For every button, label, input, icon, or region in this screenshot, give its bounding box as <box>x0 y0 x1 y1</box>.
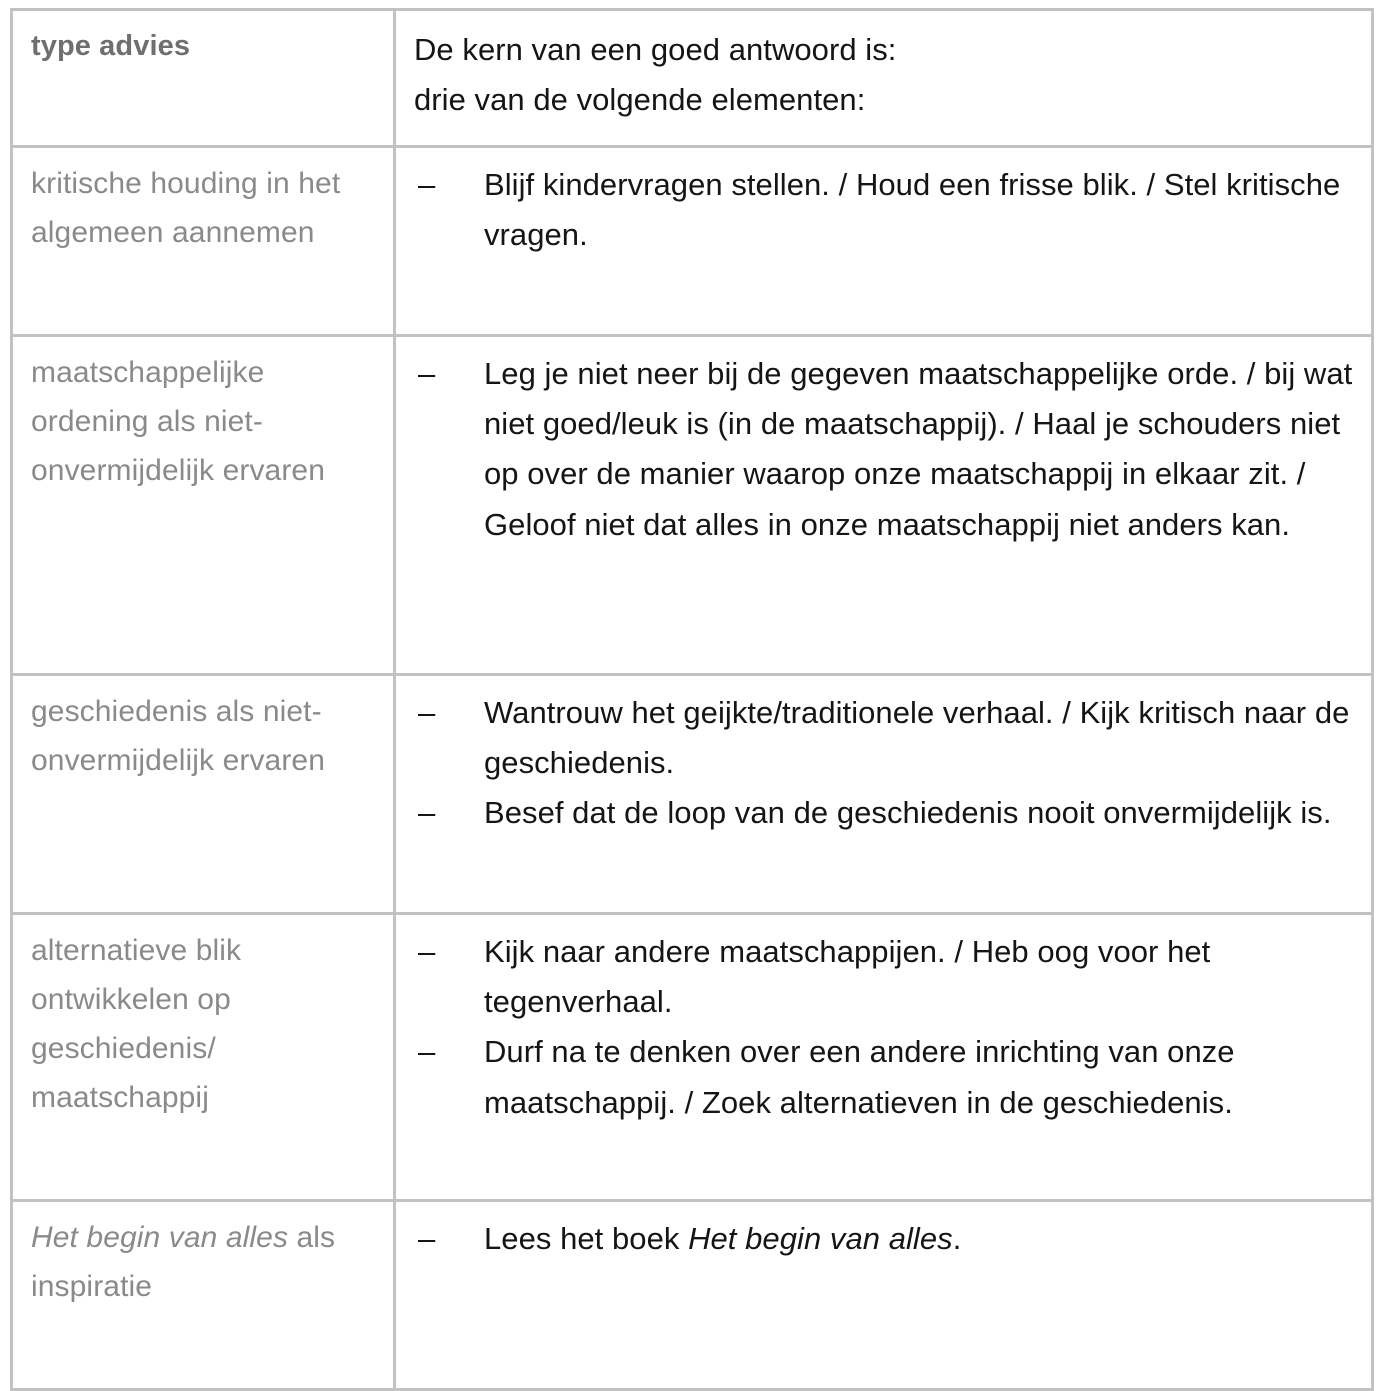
bullet-text: Blijf kindervragen stellen. / Houd een frisse blik. / Stel kritische vragen. <box>484 167 1341 253</box>
bullet-text: Wantrouw het geijkte/traditionele verhaal. / Kijk kritisch naar de geschiedenis. <box>484 695 1350 781</box>
list-item <box>412 788 1355 838</box>
bullet-dash-icon: – <box>418 695 436 730</box>
bullet-dash-icon: – <box>418 1034 436 1070</box>
row-type-cell <box>12 147 395 336</box>
bullet-list <box>412 349 1355 550</box>
bullet-list <box>412 1214 1355 1264</box>
row-type-cell <box>12 914 395 1201</box>
row-type-label: alternatieve blik ontwikkelen op geschiedenis/ maatschappij <box>31 934 242 1114</box>
bullet-dash-icon: – <box>418 167 436 202</box>
row-answer-cell <box>395 336 1373 675</box>
header-cell-type <box>12 10 395 147</box>
header-answer-line-2: drie van de volgende elementen: <box>414 82 866 118</box>
row-type-label: kritische houding in het algemeen aannemen <box>31 167 341 249</box>
row-answer-cell <box>395 1201 1373 1390</box>
bullet-text: Kijk naar andere maatschappijen. / Heb oog voor het tegenverhaal. <box>484 934 1211 1020</box>
row-answer-cell <box>395 147 1373 336</box>
table-row <box>12 675 1373 914</box>
list-item <box>412 160 1355 260</box>
bullet-book-title: Het begin van alles <box>688 1221 953 1256</box>
bullet-text: Leg je niet neer bij de gegeven maatschappelijke orde. / bij wat niet goed/leuk is (in de maatschappij). / Haal je schouders niet op over de manier waarop onze maatschappij in elkaar zit. / Geloof niet dat alles in onze maatschappij niet anders kan. <box>484 356 1353 542</box>
bullet-text-prefix: Lees het boek <box>484 1221 689 1256</box>
header-type-label: type advies <box>31 30 191 62</box>
bullet-text: Besef dat de loop van de geschiedenis nooit onvermijdelijk is. <box>484 795 1332 831</box>
advice-table-body <box>12 10 1373 1390</box>
row-answer-cell <box>395 914 1373 1201</box>
table-row <box>12 147 1373 336</box>
bullet-dash-icon: – <box>418 1221 436 1256</box>
list-item <box>412 349 1355 550</box>
bullet-dash-icon: – <box>418 356 436 391</box>
bullet-text: Durf na te denken over een andere inrichting van onze maatschappij. / Zoek alternatieven in de geschiedenis. <box>484 1034 1235 1120</box>
row-type-label: maatschappelijke ordening als niet-onvermijdelijk ervaren <box>31 356 325 487</box>
row-type-cell <box>12 675 395 914</box>
bullet-list <box>412 688 1355 839</box>
bullet-dash-icon: – <box>418 795 436 831</box>
table-row <box>12 1201 1373 1390</box>
table-row <box>12 914 1373 1201</box>
bullet-list <box>412 927 1355 1128</box>
row-type-cell <box>12 1201 395 1390</box>
table-row <box>12 336 1373 675</box>
advice-table <box>10 8 1374 1391</box>
list-item <box>412 927 1355 1027</box>
list-item <box>412 688 1355 788</box>
header-answer-line-1: De kern van een goed antwoord is: <box>414 32 897 67</box>
bullet-text-suffix: . <box>952 1221 962 1256</box>
row-answer-cell <box>395 675 1373 914</box>
row-type-book-title: Het begin van alles <box>31 1221 289 1254</box>
table-header-row <box>12 10 1373 147</box>
list-item <box>412 1027 1355 1127</box>
list-item <box>412 1214 1355 1264</box>
row-type-cell <box>12 336 395 675</box>
row-type-label: als inspiratie <box>31 1221 336 1303</box>
bullet-list <box>412 160 1355 260</box>
row-type-label: geschiedenis als niet-onvermijdelijk ervaren <box>31 695 325 777</box>
bullet-dash-icon: – <box>418 934 436 969</box>
header-cell-answer <box>395 10 1373 147</box>
